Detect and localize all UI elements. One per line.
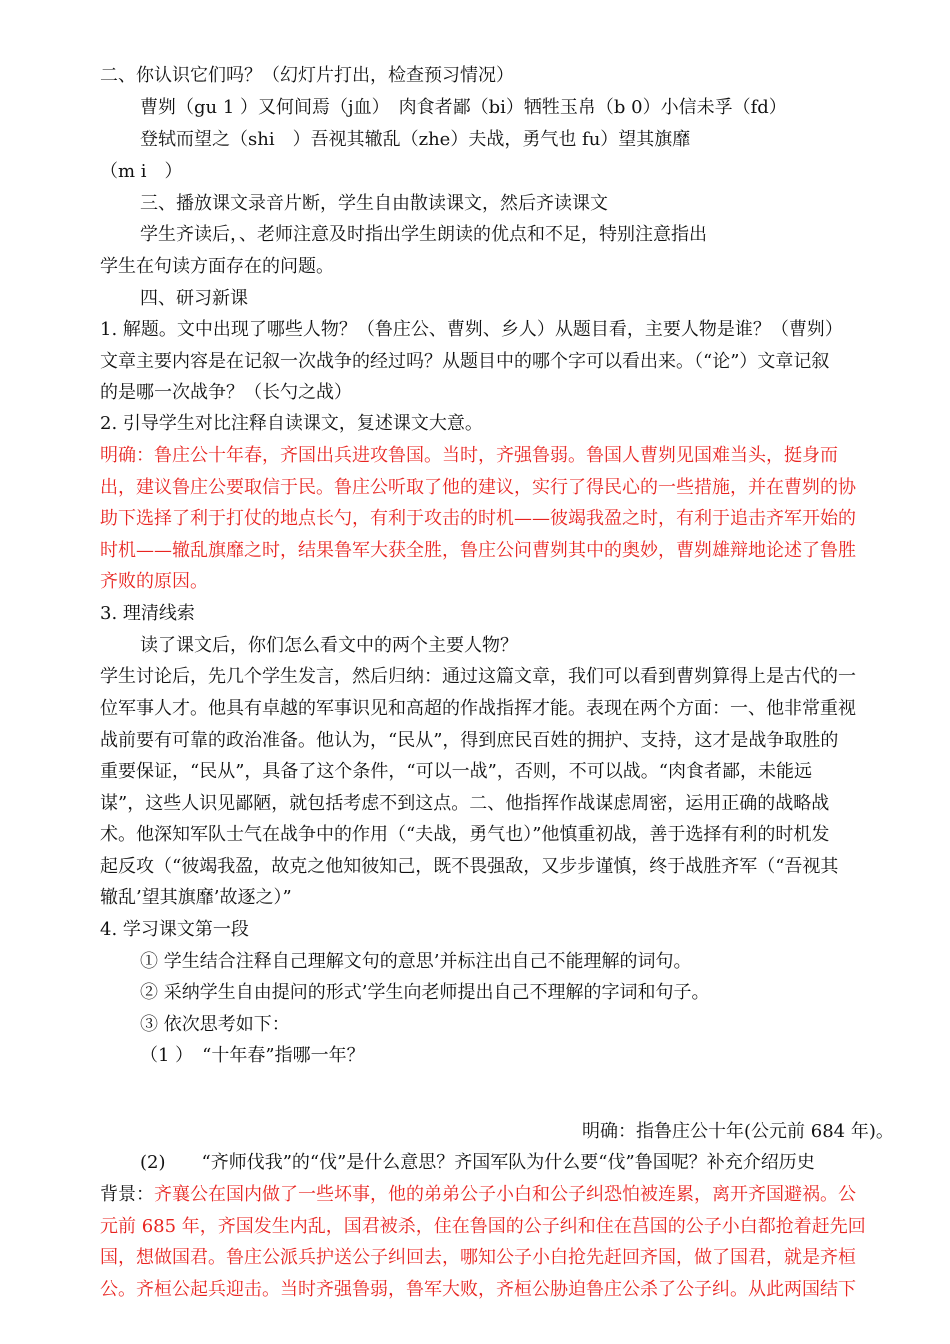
item3-discussion-line: 起反攻（“彼竭我盈，故克之他知彼知己，既不畏强敌，又步步谨慎，终于战胜齐军（“吾视其 — [100, 856, 839, 877]
pinyin-line-2: 登轼而望之（shi ）吾视其辙乱（zhe）夫战，勇气也 fu）望其旗靡 — [140, 129, 691, 150]
item4-step: ③ 依次思考如下： — [140, 1014, 290, 1035]
item2-answer-line: 出，建议鲁庄公要取信于民。鲁庄公听取了他的建议，实行了得民心的一些措施，并在曹刿的协 — [100, 477, 856, 498]
item3-discussion-line: 位军事人才。他具有卓越的军事识见和高超的作战指挥才能。表现在两个方面：一、他非常重视 — [100, 698, 856, 719]
item2-answer-line: 助下选择了利于打仗的地点长勺，有利于攻击的时机——彼竭我盈之时，有利于追击齐军开始的 — [100, 508, 856, 529]
section2-heading: 二、你认识它们吗？（幻灯片打出，检查预习情况） — [100, 65, 514, 86]
background-line: 公。齐桓公起兵迎击。当时齐强鲁弱，鲁军大败，齐桓公胁迫鲁庄公杀了公子纠。从此两国结下 — [100, 1279, 856, 1300]
item2-answer-line: 时机——辙乱旗靡之时，结果鲁军大获全胜，鲁庄公问曹刿其中的奥妙，曹刿雄辩地论述了鲁胜 — [100, 540, 856, 561]
item2-line-1: 2. 引导学生对比注释自读课文，复述课文大意。 — [100, 413, 483, 434]
item1-line-3: 的是哪一次战争？（长勺之战） — [100, 382, 352, 403]
item4-line-1: 4. 学习课文第一段 — [100, 919, 249, 940]
section3-line-2: 学生在句读方面存在的问题。 — [100, 256, 334, 277]
pinyin-line-1: 曹刿（gu 1 ）又何间焉（j血） 肉食者鄙（bi）牺牲玉帛（b 0）小信未孚（fd） — [140, 97, 787, 118]
section3-line-1: 学生齐读后，、老师注意及时指出学生朗读的优点和不足，特别注意指出 — [140, 224, 707, 245]
item2-answer-line: 明确：鲁庄公十年春，齐国出兵进攻鲁国。当时，齐强鲁弱。鲁国人曹刿见国难当头，挺身而 — [100, 445, 838, 466]
item3-line-1: 3. 理清线索 — [100, 603, 195, 624]
background-line-first — [100, 1183, 856, 1207]
item4-step: ① 学生结合注释自己理解文句的意思’并标注出自己不能理解的词句。 — [140, 951, 692, 972]
item3-discussion-line: 术。他深知军队士气在战争中的作用（“夫战，勇气也）”他慎重初战，善于选择有利的时机发 — [100, 824, 830, 845]
item2-answer-line: 齐败的原因。 — [100, 571, 208, 592]
item3-discussion-line: 重要保证，“民从”，具备了这个条件，“可以一战”，否则，不可以战。“肉食者鄙，未能远 — [100, 761, 813, 782]
background-line: 元前 685 年，齐国发生内乱，国君被杀，住在鲁国的公子纠和住在莒国的公子小白都抢着赶先回 — [100, 1216, 866, 1237]
item3-question: 读了课文后，你们怎么看文中的两个主要人物？ — [140, 635, 518, 656]
section4-heading: 四、研习新课 — [140, 288, 248, 309]
item3-discussion-line: 学生讨论后，先几个学生发言，然后归纳：通过这篇文章，我们可以看到曹刿算得上是古代的一 — [100, 666, 856, 687]
item1-line-1: 1. 解题。文中出现了哪些人物？（鲁庄公、曹刿、乡人）从题目看，主要人物是谁？（曹刿） — [100, 319, 843, 340]
item4-question-2: (2) “齐师伐我”的“伐”是什么意思？齐国军队为什么要“伐”鲁国呢？补充介绍历史 — [140, 1152, 815, 1173]
item4-step: ② 采纳学生自由提问的形式’学生向老师提出自己不理解的字词和句子。 — [140, 982, 710, 1003]
section3-heading: 三、播放课文录音片断，学生自由散读课文，然后齐读课文 — [140, 193, 608, 214]
item3-discussion-line: 战前要有可靠的政治准备。他认为，“民从”，得到庶民百姓的拥护、支持，这才是战争取胜的 — [100, 730, 839, 751]
item4-answer-1: 明确：指鲁庄公十年(公元前 684 年)。 — [582, 1121, 894, 1142]
item4-question-1: （1 ） “十年春”指哪一年？ — [140, 1045, 365, 1066]
item3-discussion-line: 谋”，这些人识见鄙陋，就包括考虑不到这点。二、他指挥作战谋虑周密，运用正确的战略战 — [100, 793, 830, 814]
background-line: 国，想做国君。鲁庄公派兵护送公子纠回去，哪知公子小白抢先赶回齐国，做了国君，就是齐桓 — [100, 1247, 856, 1268]
background-label: 背景： — [100, 1184, 154, 1205]
item3-discussion-line: 辙乱’望其旗靡’故逐之）” — [100, 887, 292, 908]
pinyin-line-3: （m i ） — [100, 161, 183, 182]
background-text: 齐襄公在国内做了一些坏事，他的弟弟公子小白和公子纠恐怕被连累，离开齐国避祸。公 — [154, 1184, 856, 1205]
item1-line-2: 文章主要内容是在记叙一次战争的经过吗？从题目中的哪个字可以看出来。（“论”）文章记叙 — [100, 351, 830, 372]
